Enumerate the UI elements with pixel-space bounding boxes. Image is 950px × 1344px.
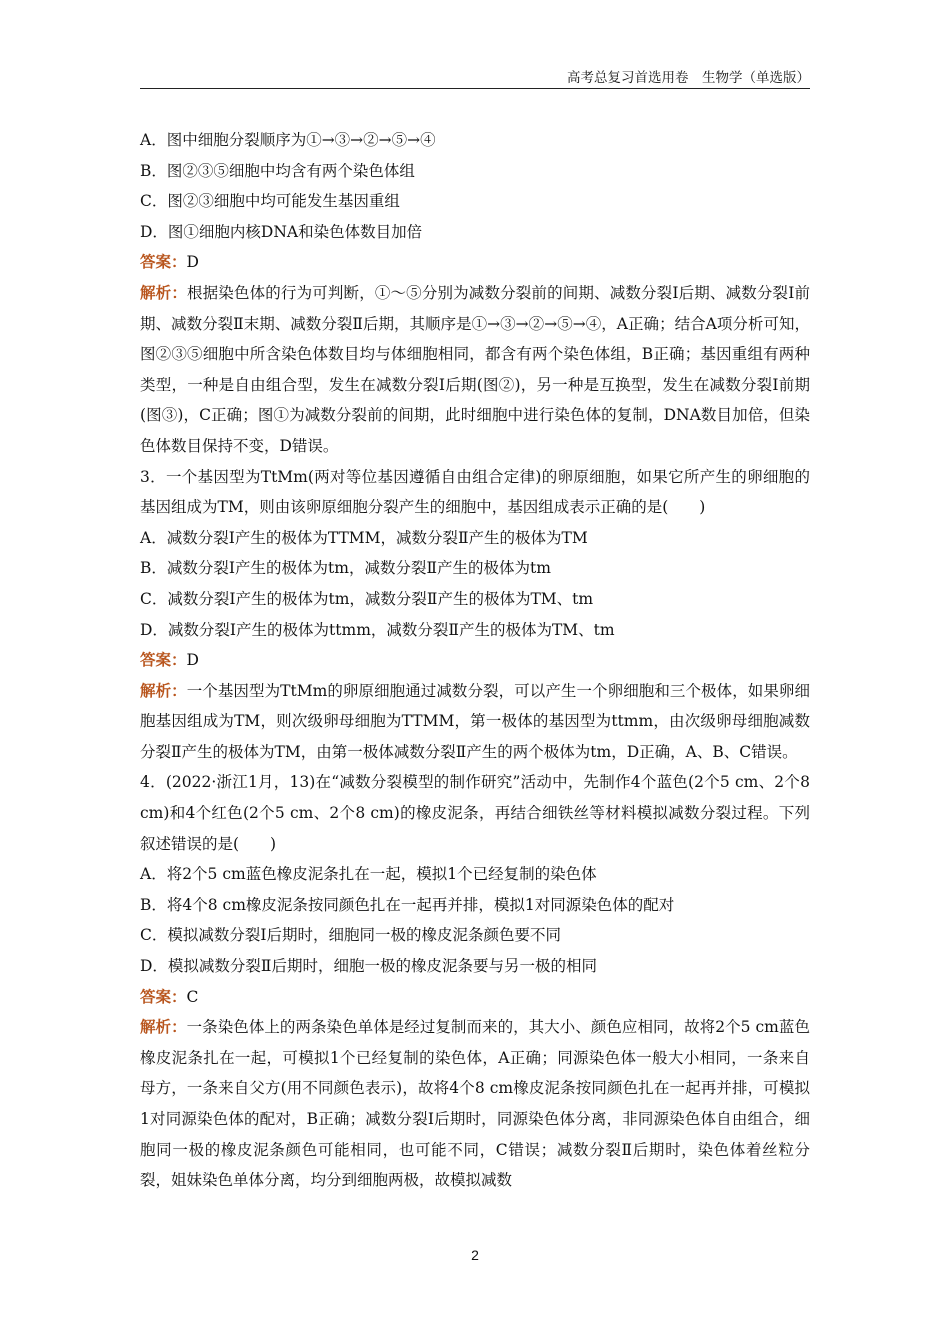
q3-option-d: D．减数分裂Ⅰ产生的极体为ttmm，减数分裂Ⅱ产生的极体为TM、tm <box>140 620 615 639</box>
q4-option-d: D．模拟减数分裂Ⅱ后期时，细胞一极的橡皮泥条要与另一极的相同 <box>140 957 597 976</box>
page-number: 2 <box>471 1247 479 1263</box>
analysis-label: 解析： <box>140 1017 187 1037</box>
answer-value: D <box>186 253 199 272</box>
analysis-label: 解析： <box>140 282 187 302</box>
q2-answer <box>140 247 810 278</box>
q2-option-d: D．图①细胞内核DNA和染色体数目加倍 <box>140 222 423 241</box>
page-content <box>140 125 810 1196</box>
q4-option-c: C．模拟减数分裂Ⅰ后期时，细胞同一极的橡皮泥条颜色要不同 <box>140 926 561 945</box>
q2-option-c: C．图②③细胞中均可能发生基因重组 <box>140 192 400 211</box>
q4-stem: 4．(2022·浙江1月，13)在“减数分裂模型的制作研究”活动中，先制作4个蓝色(2个5 cm、2个8 cm)和4个红色(2个5 cm、2个8 cm)的橡皮泥条，再结合细铁丝等材料模拟减数分裂过程。下列叙述错误的是( ) <box>140 773 810 853</box>
analysis-label: 解析： <box>140 680 187 700</box>
q2-option-b: B．图②③⑤细胞中均含有两个染色体组 <box>140 161 415 180</box>
q4-option-a: A．将2个5 cm蓝色橡皮泥条扎在一起，模拟1个已经复制的染色体 <box>140 865 597 884</box>
answer-value: D <box>186 651 199 670</box>
q3-option-c: C．减数分裂Ⅰ产生的极体为tm，减数分裂Ⅱ产生的极体为TM、tm <box>140 589 594 608</box>
answer-label: 答案： <box>140 252 187 272</box>
running-header: 高考总复习首选用卷 生物学（单选版） <box>567 70 810 86</box>
q4-analysis <box>140 1012 810 1196</box>
answer-label: 答案： <box>140 986 187 1006</box>
q2-option-a: A．图中细胞分裂顺序为①→③→②→⑤→④ <box>140 131 436 149</box>
q3-analysis <box>140 676 810 768</box>
header-rule <box>140 88 810 89</box>
q3-option-a: A．减数分裂Ⅰ产生的极体为TTMM，减数分裂Ⅱ产生的极体为TM <box>140 528 588 547</box>
q4-option-b: B．将4个8 cm橡皮泥条按同颜色扎在一起再并排，模拟1对同源染色体的配对 <box>140 895 675 914</box>
q2-analysis <box>140 278 810 462</box>
q3-option-b: B．减数分裂Ⅰ产生的极体为tm，减数分裂Ⅱ产生的极体为tm <box>140 559 551 578</box>
answer-value: C <box>186 987 199 1006</box>
analysis-text: 根据染色体的行为可判断，①～⑤分别为减数分裂前的间期、减数分裂Ⅰ后期、减数分裂Ⅰ前期、减数分裂Ⅱ末期、减数分裂Ⅱ后期，其顺序是①→③→②→⑤→④，A正确；结合A项分析可知，图②③⑤细胞中所含染色体数目均与体细胞相同，都含有两个染色体组，B正确；基因重组有两种类型，一种是自由组合型，发生在减数分裂Ⅰ后期(图②)，另一种是互换型，发生在减数分裂Ⅰ前期(图③)，C正确；图①为减数分裂前的间期，此时细胞中进行染色体的复制，DNA数目加倍，但染色体数目保持不变，D错误。 <box>140 283 810 455</box>
analysis-text: 一个基因型为TtMm的卵原细胞通过减数分裂，可以产生一个卵细胞和三个极体，如果卵细胞基因组成为TM，则次级卵母细胞为TTMM，第一极体的基因型为ttmm，由次级卵母细胞减数分裂Ⅱ产生的极体为TM，由第一极体减数分裂Ⅱ产生的两个极体为tm，D正确，A、B、C错误。 <box>140 681 810 761</box>
answer-label: 答案： <box>140 650 187 670</box>
q3-answer <box>140 645 810 676</box>
q3-stem: 3．一个基因型为TtMm(两对等位基因遵循自由组合定律)的卵原细胞，如果它所产生的卵细胞的基因组成为TM，则由该卵原细胞分裂产生的细胞中，基因组成表示正确的是( ) <box>140 467 810 517</box>
q4-answer <box>140 982 810 1013</box>
analysis-text: 一条染色体上的两条染色单体是经过复制而来的，其大小、颜色应相同，故将2个5 cm蓝色橡皮泥条扎在一起，可模拟1个已经复制的染色体，A正确；同源染色体一般大小相同，一条来自母方，一条来自父方(用不同颜色表示)，故将4个8 cm橡皮泥条按同颜色扎在一起再并排，可模拟1对同源染色体的配对，B正确；减数分裂Ⅰ后期时，同源染色体分离，非同源染色体自由组合，细胞同一极的橡皮泥条颜色可能相同，也可能不同，C错误；减数分裂Ⅱ后期时，染色体着丝粒分裂，姐妹染色单体分离，均分到细胞两极，故模拟减数 <box>140 1018 810 1190</box>
